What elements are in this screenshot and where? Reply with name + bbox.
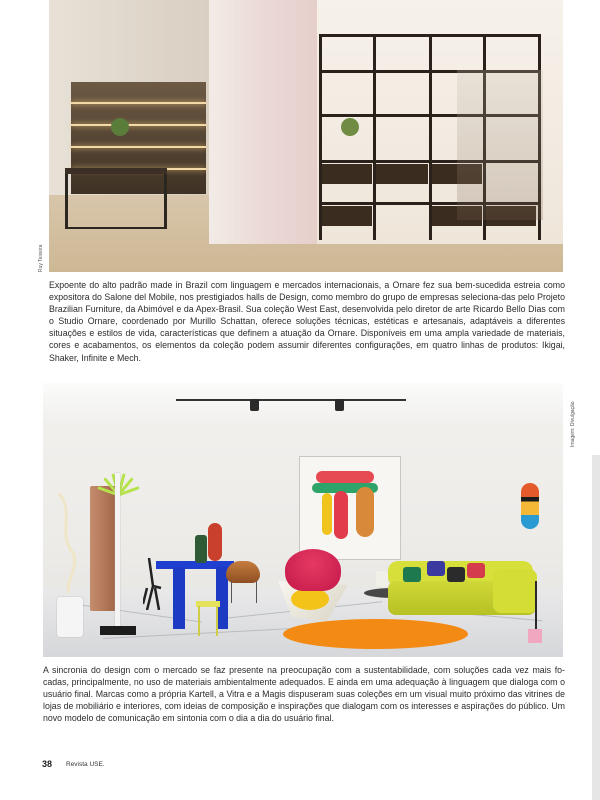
blue-table-leg bbox=[173, 567, 185, 629]
abstract-painting bbox=[299, 456, 401, 560]
cushion bbox=[447, 567, 465, 582]
red-vase bbox=[208, 523, 222, 561]
copper-mirror bbox=[90, 486, 116, 611]
sofa-arm bbox=[493, 569, 537, 613]
article-paragraph: A sincronia do design com o mercado se faz presente na preocupação com a sustentabilidade, com soluções cada vez mais fo-cadas, principalmente, no uso de materiais ambientalmente adequados. E ainda em uma adequação à linguagem que dialoga com o usuário final. Marcas como a própria Kartell, a Vitra e a Magis dispuseram suas coleções em um visual muito próximo das vitrines de lojas de mobiliário e interiores, com ideias de composição e inspirações que dialogam com os interesses e aspirações do público. Um novo modelo de comunicação em sintonia com o dia a dia do usuário final. bbox=[43, 665, 565, 724]
brown-shell-chair bbox=[226, 561, 260, 583]
page-edge-tab bbox=[592, 455, 600, 800]
ceiling bbox=[43, 383, 563, 423]
partition-wall bbox=[209, 0, 317, 244]
green-vase bbox=[195, 535, 207, 563]
plant bbox=[111, 118, 129, 136]
floor-lamp bbox=[535, 581, 537, 633]
photo-caption: Expoente do alto padrão made in Brazil com linguagem e mercados internacionais, a Ornare fez sua bem-sucedida estreia como expositora do Salone del Mobile, nos prestigiados halls de Design, como membro do grupo de empresas seleciona-das pelo Projeto Brazilian Furniture, da Abimóvel e da Apex-Brasil. Sua coleção West East, desenvolvida pelo diretor de arte Ricardo Bello Dias com o Studio Ornare, coordenado por Murillo Schattan, oferece soluções técnicas, estéticas e artesanais, adaptáveis a diferentes situações e estilos de vida, características que definem a atuação da Ornare. Disponíveis em uma ampla variedade de materiais, cores e acabamentos, os elementos da coleção podem assumir diferentes configurações, em quatro linhas de produtos: Ikigai, Shaker, Infinite e Mech. bbox=[49, 280, 565, 363]
page-number: 38 bbox=[42, 759, 53, 769]
pink-box bbox=[528, 629, 542, 643]
table-lamp bbox=[376, 571, 388, 587]
cushion bbox=[427, 561, 445, 576]
white-pedestal bbox=[57, 597, 83, 637]
track-light bbox=[176, 399, 406, 401]
palm-lamp-pole bbox=[115, 473, 120, 628]
yellow-cushion bbox=[291, 588, 329, 610]
palm-lamp-base bbox=[100, 626, 136, 635]
red-armchair bbox=[285, 549, 341, 591]
magazine-name: Revista USE. bbox=[66, 761, 105, 768]
cushion bbox=[403, 567, 421, 582]
plant bbox=[341, 118, 359, 136]
photo-ornare-showroom bbox=[49, 0, 563, 272]
chair-legs bbox=[231, 581, 257, 603]
wall-sculpture bbox=[55, 493, 81, 593]
photo-design-showroom bbox=[43, 383, 563, 657]
side-table bbox=[65, 168, 167, 229]
stool-leg bbox=[198, 606, 200, 636]
wall-ornament bbox=[521, 483, 539, 529]
spotlight bbox=[250, 399, 259, 411]
cushion bbox=[467, 563, 485, 578]
brand-logo: ORNARE bbox=[504, 12, 557, 25]
spotlight bbox=[335, 399, 344, 411]
stool-leg bbox=[216, 606, 218, 636]
glass-cabinet bbox=[457, 70, 543, 220]
orange-rug bbox=[283, 619, 468, 649]
